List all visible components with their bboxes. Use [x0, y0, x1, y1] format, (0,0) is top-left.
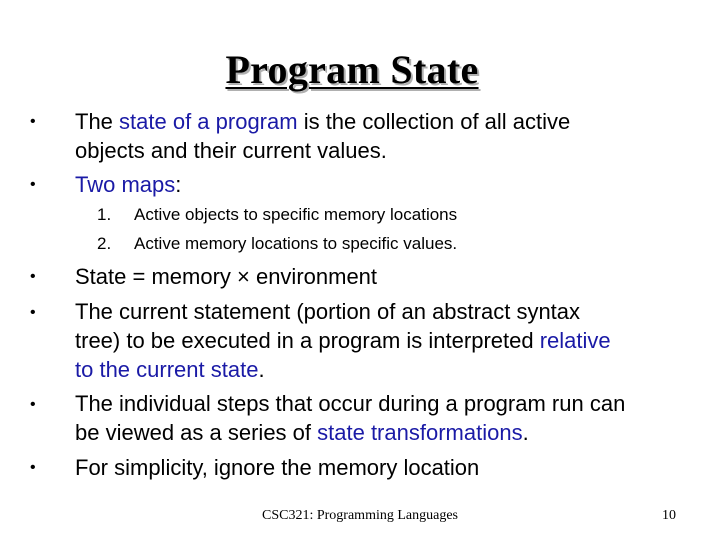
bullet-marker: •: [30, 113, 36, 130]
bullet-marker: •: [30, 396, 36, 413]
bullet-marker: •: [30, 176, 36, 193]
sub-item-2-text: Active memory locations to specific values.: [134, 234, 458, 253]
term-state-transformations: state transformations: [317, 420, 523, 445]
bullet-5-line-2: be viewed as a series of state transformations.: [75, 420, 529, 445]
bullet-1-line-1: The state of a program is the collection of all active: [75, 109, 571, 134]
bullet-5-line-1: The individual steps that occur during a program run can: [75, 391, 626, 416]
bullet-1: [75, 107, 685, 165]
bullet-marker: •: [30, 459, 36, 476]
bullet-1-line-2: objects and their current values.: [75, 138, 387, 163]
sub-item-1-number: 1.: [97, 205, 112, 224]
sub-item-2-number: 2.: [97, 234, 112, 253]
bullet-4-line-1: The current statement (portion of an abstract syntax: [75, 299, 581, 324]
bullet-4: [75, 297, 685, 384]
slide-title: Program State: [225, 47, 479, 92]
term-relative: relative: [539, 328, 611, 353]
term-to-the-current-state: to the current state: [75, 357, 259, 382]
page-number: 10: [662, 508, 676, 523]
bullet-5: [75, 389, 685, 447]
bullet-4-line-3: to the current state.: [75, 357, 265, 382]
term-two-maps: Two maps: [75, 172, 176, 197]
footer-course: CSC321: Programming Languages: [262, 508, 458, 523]
bullet-6: For simplicity, ignore the memory location: [75, 455, 480, 480]
bullet-4-line-2: tree) to be executed in a program is interpreted relative: [75, 328, 611, 353]
term-state-of-a-program: state of a program: [119, 109, 298, 134]
bullet-marker: •: [30, 268, 36, 285]
bullet-2: Two maps:: [75, 172, 182, 197]
sub-item-1-text: Active objects to specific memory locations: [134, 205, 458, 224]
bullet-marker: •: [30, 304, 36, 321]
bullet-3: State = memory × environment: [75, 264, 378, 289]
